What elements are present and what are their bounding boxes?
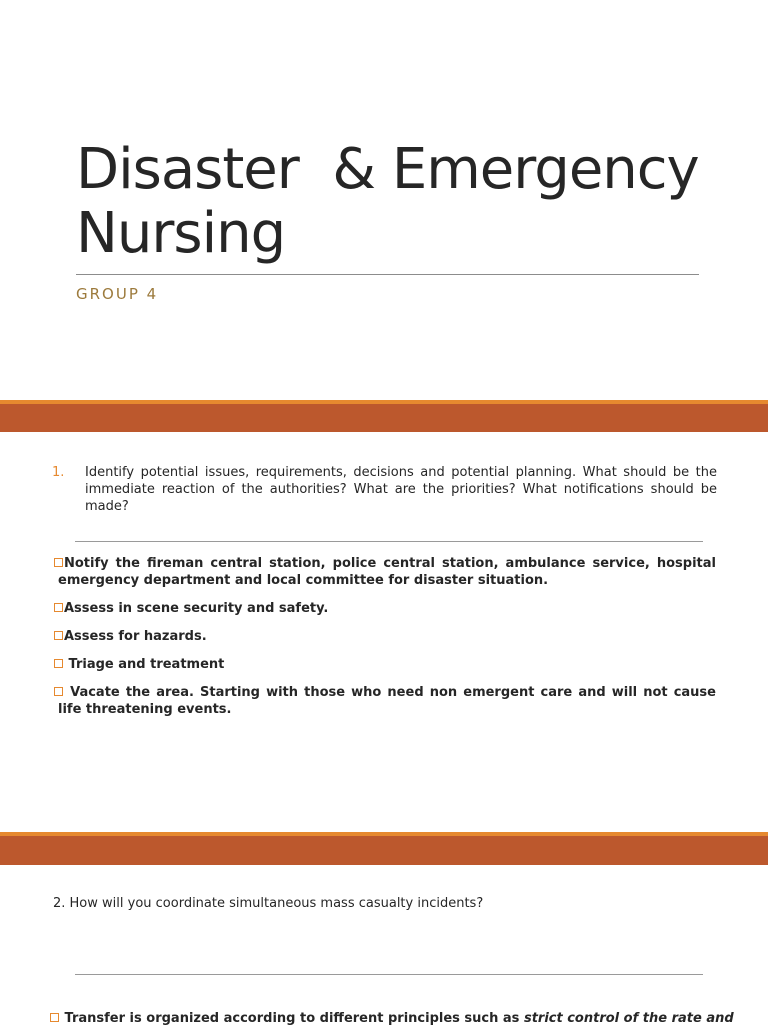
checkbox-bullet-icon <box>54 603 63 612</box>
divider <box>75 974 703 975</box>
list-item-text: Assess in scene security and safety. <box>64 601 329 616</box>
checkbox-bullet-icon <box>50 1013 59 1022</box>
checkbox-bullet-icon <box>54 558 63 567</box>
title-line-1: Disaster & Emergency <box>76 137 699 202</box>
list-item <box>54 656 716 673</box>
list-item-text: Assess for hazards. <box>64 629 207 644</box>
question-2: 2. How will you coordinate simultaneous mass casualty incidents? <box>53 896 484 911</box>
slide-separator <box>0 832 768 865</box>
title-line-2: Nursing <box>76 201 286 266</box>
list-item-text: Notify the fireman central station, police central station, ambulance service, hospital emergency department and local committee for disaster situation. <box>58 556 716 588</box>
checkbox-bullet-icon <box>54 631 63 640</box>
question-1-slide <box>0 432 768 832</box>
list-item <box>54 628 716 645</box>
checkbox-bullet-icon <box>54 659 63 668</box>
slide-subtitle: GROUP 4 <box>76 285 159 303</box>
list-item-text: Triage and treatment <box>64 657 225 672</box>
slide-separator <box>0 400 768 432</box>
title-slide <box>0 0 768 400</box>
checkbox-bullet-icon <box>54 687 63 696</box>
list-item-text: Vacate the area. Starting with those who need non emergent care and will not cause life threatening events. <box>58 685 721 717</box>
list-item <box>54 684 721 718</box>
list-item-emphasis: strict control of the rate and <box>523 1011 734 1026</box>
answer-list <box>54 555 721 718</box>
list-item <box>54 1010 734 1027</box>
question-2-slide <box>0 865 768 1024</box>
list-item-text: Transfer is organized according to different principles such as <box>60 1011 524 1026</box>
divider <box>75 541 703 542</box>
question-text: Identify potential issues, requirements, decisions and potential planning. What should be the immediate reaction of the authorities? What are the priorities? What notifications should be made? <box>85 465 717 514</box>
question-1 <box>52 464 717 515</box>
title-divider <box>76 274 699 275</box>
list-item <box>54 555 716 589</box>
slide-title <box>76 138 716 266</box>
question-number: 1. <box>52 465 65 480</box>
list-item <box>54 600 716 617</box>
